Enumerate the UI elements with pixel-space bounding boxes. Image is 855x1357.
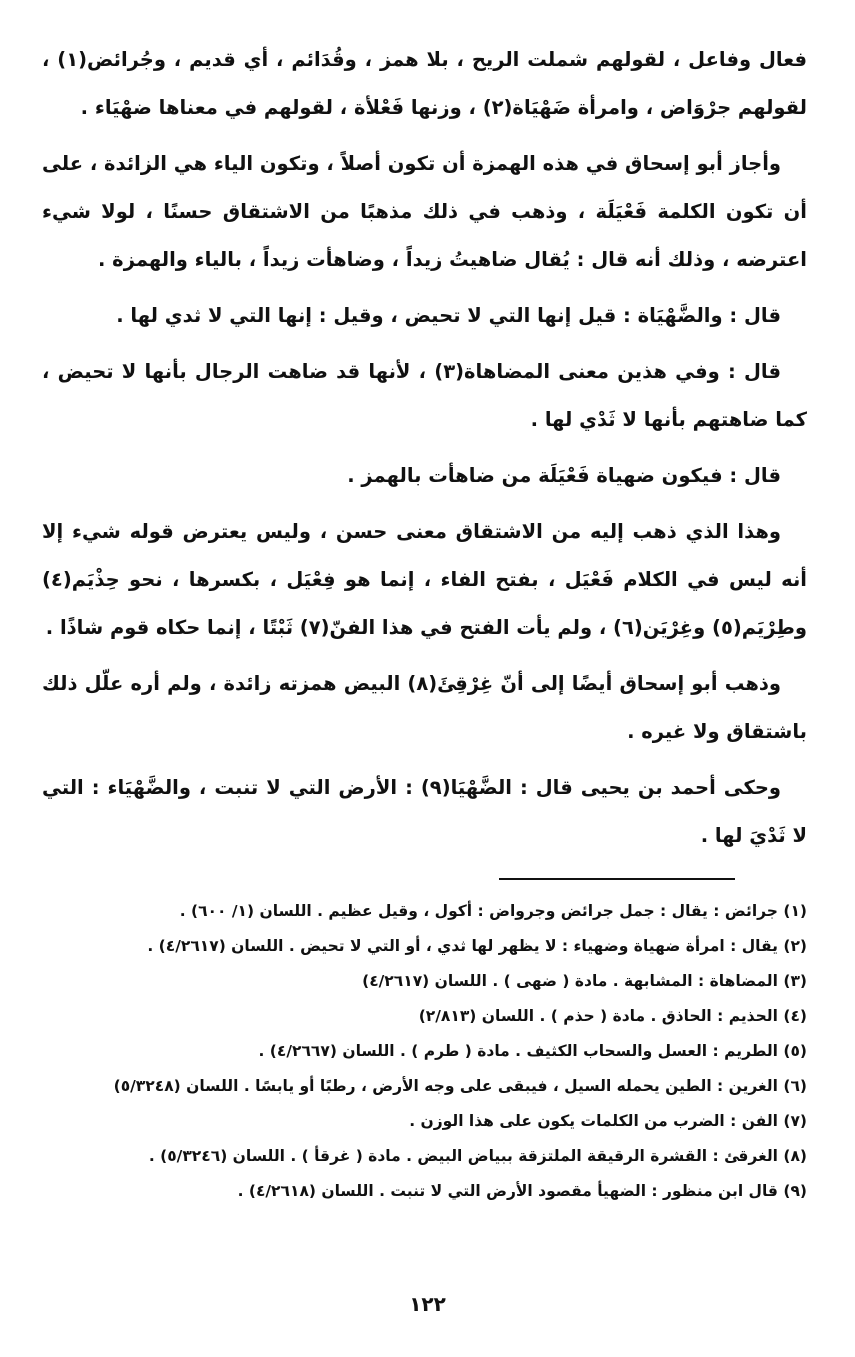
paragraph: قال : والضَّهْيَاة : قيل إنها التي لا تحيض ، وقيل : إنها التي لا ثدي لها . — [116, 304, 781, 327]
main-text — [42, 36, 807, 860]
footnote: (١) جرائض : يقال : جمل جرائض وجرواض : أكول ، وقيل عظيم . اللسان (١/ ٦٠٠) . — [179, 902, 807, 920]
paragraph: وهذا الذي ذهب إليه من الاشتقاق معنى حسن ، وليس يعترض قوله شيء إلا أنه ليس في الكلام فَعْيَل ، بفتح الفاء ، إنما هو فِعْيَل ، بكسرها ، نحو حِذْيَم(٤) وطِرْيَم(٥) وغِرْيَن(٦) ، ولم يأت الفتح في هذا الفنّ(٧) ثَبْتًا ، إنما حكاه قوم شاذًا . — [42, 520, 807, 639]
footnote: (٣) المضاهاة : المشابهة . مادة ( ضهى ) . اللسان (٤/٢٦١٧) — [362, 972, 807, 990]
paragraph: قال : وفي هذين معنى المضاهاة(٣) ، لأنها قد ضاهت الرجال بأنها لا تحيض ، كما ضاهتهم بأنها لا ثَدْي لها . — [42, 360, 807, 431]
footnote: (٤) الحذيم : الحاذق . مادة ( حذم ) . اللسان (٢/٨١٣) — [418, 1007, 807, 1025]
paragraph: قال : فيكون ضهياة فَعْيَلَة من ضاهأت بالهمز . — [347, 464, 781, 487]
footnotes — [42, 894, 807, 1209]
paragraph: فعال وفاعل ، لقولهم شملت الريح ، بلا همز ، وقُدَائم ، أي قديم ، وجُرائض(١) ، لقولهم جرْوَاض ، وامرأة ضَهْيَاة(٢) ، وزنها فَعْلأة ، لقولهم في معناها ضهْيَاء . — [42, 48, 808, 119]
footnote: (٧) الفن : الضرب من الكلمات يكون على هذا الوزن . — [409, 1112, 807, 1130]
footnote-divider — [499, 878, 735, 880]
footnote: (٩) قال ابن منظور : الضهيأ مقصود الأرض التي لا تنبت . اللسان (٤/٢٦١٨) . — [237, 1182, 807, 1200]
page-number: ١٢٢ — [409, 1292, 446, 1316]
paragraph: وذهب أبو إسحاق أيضًا إلى أنّ غِرْقِئَ(٨) البيض همزته زائدة ، ولم أره علّل ذلك باشتقاق ولا غيره . — [42, 672, 807, 743]
paragraph: وأجاز أبو إسحاق في هذه الهمزة أن تكون أصلاً ، وتكون الياء هي الزائدة ، على أن تكون الكلمة فَعْيَلَة ، وذهب في ذلك مذهبًا من الاشتقاق حسنًا ، لولا شيء اعترضه ، وذلك أنه قال : يُقال ضاهيتُ زيداً ، وضاهأت زيداً ، بالياء والهمزة . — [42, 152, 807, 271]
footnote: (٨) الغرقئ : القشرة الرقيقة الملتزقة ببياض البيض . مادة ( غرقأ ) . اللسان (٥/٣٢٤٦) . — [148, 1147, 807, 1165]
footnote: (٦) الغرين : الطين يحمله السيل ، فيبقى على وجه الأرض ، رطبًا أو يابسًا . اللسان (٥/٣٢٤٨) — [113, 1077, 807, 1095]
footnote: (٢) يقال : امرأة ضهياة وضهياء : لا يظهر لها ثدي ، أو التي لا تحيض . اللسان (٤/٢٦١٧) . — [147, 937, 807, 955]
paragraph: وحكى أحمد بن يحيى قال : الضَّهْيَا(٩) : الأرض التي لا تنبت ، والضَّهْيَاء : التي لا ثَدْيَ لها . — [42, 776, 807, 847]
footnote: (٥) الطريم : العسل والسحاب الكثيف . مادة ( طرم ) . اللسان (٤/٢٦٦٧) . — [258, 1042, 807, 1060]
